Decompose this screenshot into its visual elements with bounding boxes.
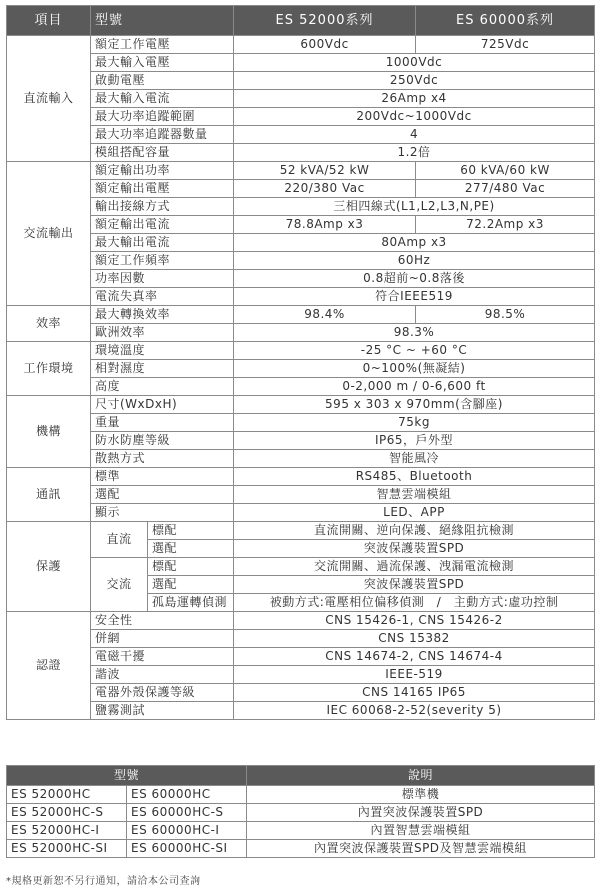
table-row [7, 468, 595, 486]
row-label: 電流失真率 [91, 288, 234, 306]
model-a: ES 52000HC [7, 786, 127, 804]
row-value: 75kg [234, 414, 595, 432]
table-row [7, 36, 595, 54]
row-label: 鹽霧測試 [91, 702, 234, 720]
table-row [7, 504, 595, 522]
row-value: CNS 14674-2, CNS 14674-4 [234, 648, 595, 666]
row-value: 72.2Amp x3 [416, 216, 595, 234]
model-desc: 標準機 [247, 786, 595, 804]
table-row [7, 450, 595, 468]
model-a: ES 52000HC-SI [7, 840, 127, 858]
row-label: 尺寸(WxDxH) [91, 396, 234, 414]
row-label: 選配 [91, 486, 234, 504]
table-row [7, 522, 595, 540]
row-label: 散熱方式 [91, 450, 234, 468]
models-table [6, 765, 595, 858]
table-row [7, 486, 595, 504]
row-label: 選配 [148, 540, 234, 558]
row-label: 額定工作電壓 [91, 36, 234, 54]
group-environment: 工作環境 [7, 342, 91, 396]
model-desc: 內置突波保護裝置SPD [247, 804, 595, 822]
table-row [7, 324, 595, 342]
row-value: 符合IEEE519 [234, 288, 595, 306]
group-certification: 認證 [7, 612, 91, 720]
row-value: 200Vdc~1000Vdc [234, 108, 595, 126]
spec-table [6, 5, 595, 720]
row-label: 孤島運轉偵測 [148, 594, 234, 612]
group-efficiency: 效率 [7, 306, 91, 342]
row-value: IEEE-519 [234, 666, 595, 684]
row-value: 三相四線式(L1,L2,L3,N,PE) [234, 198, 595, 216]
row-value: 1000Vdc [234, 54, 595, 72]
row-label: 歐洲效率 [91, 324, 234, 342]
table-row [7, 252, 595, 270]
table-row [7, 270, 595, 288]
model-b: ES 60000HC-I [127, 822, 247, 840]
row-value: 突波保護裝置SPD [234, 540, 595, 558]
row-value: 60Hz [234, 252, 595, 270]
prot-ac-label: 交流 [91, 558, 148, 612]
table-row [7, 108, 595, 126]
row-value: 智慧雲端模組 [234, 486, 595, 504]
row-value: 595 x 303 x 970mm(含腳座) [234, 396, 595, 414]
spec-header-row [7, 6, 595, 36]
row-label: 輸出接線方式 [91, 198, 234, 216]
row-label: 防水防塵等級 [91, 432, 234, 450]
row-value: LED、APP [234, 504, 595, 522]
row-label: 併網 [91, 630, 234, 648]
row-value: CNS 15382 [234, 630, 595, 648]
row-value: 直流開關、逆向保護、絕緣阻抗檢測 [234, 522, 595, 540]
row-label: 最大輸入電流 [91, 90, 234, 108]
table-row [7, 72, 595, 90]
table-row [7, 144, 595, 162]
row-label: 最大輸入電壓 [91, 54, 234, 72]
table-row [7, 432, 595, 450]
row-label: 功率因數 [91, 270, 234, 288]
table-row [7, 198, 595, 216]
table-row [7, 684, 595, 702]
row-value: 突波保護裝置SPD [234, 576, 595, 594]
row-label: 標配 [148, 522, 234, 540]
row-value: IP65，戶外型 [234, 432, 595, 450]
table-row [7, 378, 595, 396]
row-value: IEC 60068-2-52(severity 5) [234, 702, 595, 720]
models-header-row [7, 766, 595, 786]
table-row [7, 306, 595, 324]
table-row [7, 414, 595, 432]
table-row [7, 54, 595, 72]
table-row [7, 162, 595, 180]
model-b: ES 60000HC-SI [127, 840, 247, 858]
row-value: 交流開關、過流保護、洩漏電流檢測 [234, 558, 595, 576]
models-header-model: 型號 [7, 766, 247, 786]
row-value: 52 kVA/52 kW [234, 162, 416, 180]
row-label: 額定工作頻率 [91, 252, 234, 270]
group-ac-output: 交流輸出 [7, 162, 91, 306]
model-desc: 內置智慧雲端模組 [247, 822, 595, 840]
row-value: 78.8Amp x3 [234, 216, 416, 234]
row-value: 0~100%(無凝結) [234, 360, 595, 378]
header-model: 型號 [91, 6, 234, 36]
row-value: 被動方式:電壓相位偏移偵測 / 主動方式:虛功控制 [234, 594, 595, 612]
row-value: -25 °C ~ +60 °C [234, 342, 595, 360]
footnote: *規格更新恕不另行通知，請洽本公司查詢 [6, 876, 201, 887]
table-row [7, 234, 595, 252]
header-es60000: ES 60000系列 [416, 6, 595, 36]
model-a: ES 52000HC-S [7, 804, 127, 822]
row-value: 98.4% [234, 306, 416, 324]
model-desc: 內置突波保護裝置SPD及智慧雲端模組 [247, 840, 595, 858]
row-label: 最大轉換效率 [91, 306, 234, 324]
row-label: 安全性 [91, 612, 234, 630]
model-a: ES 52000HC-I [7, 822, 127, 840]
header-es52000: ES 52000系列 [234, 6, 416, 36]
row-label: 標配 [148, 558, 234, 576]
row-label: 最大功率追蹤器數量 [91, 126, 234, 144]
row-value: 0.8超前~0.8落後 [234, 270, 595, 288]
row-value: CNS 15426-1, CNS 15426-2 [234, 612, 595, 630]
table-row [7, 360, 595, 378]
row-label: 相對濕度 [91, 360, 234, 378]
row-label: 額定輸出電壓 [91, 180, 234, 198]
table-row [7, 804, 595, 822]
table-row [7, 288, 595, 306]
row-value: 4 [234, 126, 595, 144]
row-value: 600Vdc [234, 36, 416, 54]
row-value: 725Vdc [416, 36, 595, 54]
table-row [7, 666, 595, 684]
group-mechanical: 機構 [7, 396, 91, 468]
models-header-desc: 說明 [247, 766, 595, 786]
row-label: 最大輸出電流 [91, 234, 234, 252]
group-communication: 通訊 [7, 468, 91, 522]
table-row [7, 180, 595, 198]
table-row [7, 648, 595, 666]
table-row [7, 558, 595, 576]
row-value: 80Amp x3 [234, 234, 595, 252]
header-item: 項目 [7, 6, 91, 36]
row-value: RS485、Bluetooth [234, 468, 595, 486]
row-value: 98.5% [416, 306, 595, 324]
row-value: 250Vdc [234, 72, 595, 90]
row-label: 最大功率追蹤範圍 [91, 108, 234, 126]
row-value: 26Amp x4 [234, 90, 595, 108]
row-label: 標準 [91, 468, 234, 486]
row-label: 重量 [91, 414, 234, 432]
row-value: 98.3% [234, 324, 595, 342]
row-value: 0-2,000 m / 0-6,600 ft [234, 378, 595, 396]
table-row [7, 342, 595, 360]
row-value: CNS 14165 IP65 [234, 684, 595, 702]
table-row [7, 90, 595, 108]
row-label: 諧波 [91, 666, 234, 684]
group-dc-input: 直流輸入 [7, 36, 91, 162]
table-row [7, 612, 595, 630]
row-label: 電磁干擾 [91, 648, 234, 666]
row-label: 高度 [91, 378, 234, 396]
row-label: 環境溫度 [91, 342, 234, 360]
prot-dc-label: 直流 [91, 522, 148, 558]
table-row [7, 126, 595, 144]
row-value: 277/480 Vac [416, 180, 595, 198]
row-label: 選配 [148, 576, 234, 594]
row-value: 1.2倍 [234, 144, 595, 162]
row-label: 電器外殼保護等級 [91, 684, 234, 702]
row-value: 智能風冷 [234, 450, 595, 468]
table-row [7, 786, 595, 804]
model-b: ES 60000HC [127, 786, 247, 804]
row-label: 額定輸出電流 [91, 216, 234, 234]
row-label: 模組搭配容量 [91, 144, 234, 162]
table-row [7, 630, 595, 648]
row-label: 顯示 [91, 504, 234, 522]
table-row [7, 216, 595, 234]
group-protection: 保護 [7, 522, 91, 612]
row-label: 啟動電壓 [91, 72, 234, 90]
row-value: 220/380 Vac [234, 180, 416, 198]
table-row [7, 396, 595, 414]
row-value: 60 kVA/60 kW [416, 162, 595, 180]
table-row [7, 822, 595, 840]
model-b: ES 60000HC-S [127, 804, 247, 822]
table-row [7, 702, 595, 720]
table-row [7, 840, 595, 858]
row-label: 額定輸出功率 [91, 162, 234, 180]
